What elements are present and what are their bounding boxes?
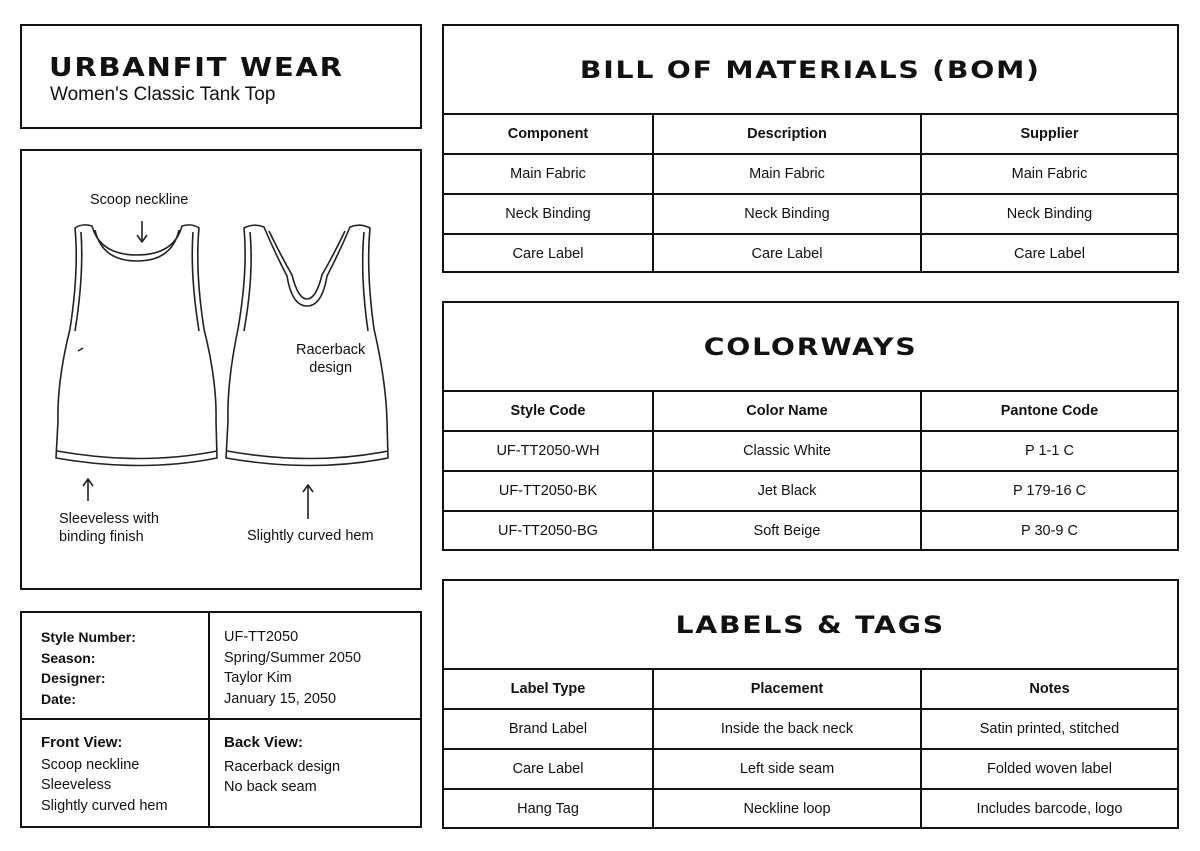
table-cell: Jet Black [653,471,921,511]
table-cell: P 1-1 C [921,431,1177,471]
info-divider-horizontal [22,718,420,720]
curved-hem-label: Slightly curved hem [247,528,374,544]
table-cell: Neck Binding [653,194,921,234]
table-cell: Neck Binding [444,194,653,234]
bom-title: BILL OF MATERIALS (BOM) [580,55,1041,84]
table-cell: Care Label [444,234,653,273]
table-header: Notes [921,670,1177,709]
table-header-row [444,115,1177,154]
table-cell: Left side seam [653,749,921,789]
table-cell: Folded woven label [921,749,1177,789]
brand-header [20,24,422,129]
table-row [444,431,1177,471]
table-header: Pantone Code [921,392,1177,431]
table-cell: Main Fabric [921,154,1177,194]
table-row [444,471,1177,511]
table-cell: Main Fabric [444,154,653,194]
table-cell: Satin printed, stitched [921,709,1177,749]
table-cell: P 179-16 C [921,471,1177,511]
table-cell: Care Label [653,234,921,273]
table-cell: UF-TT2050-BK [444,471,653,511]
table-row [444,749,1177,789]
table-cell: Main Fabric [653,154,921,194]
table-row [444,154,1177,194]
table-cell: P 30-9 C [1021,523,1078,539]
table-row [444,789,1177,828]
front-view-notes: Front View: Scoop neckline Sleeveless Slightly curved hem [41,734,168,814]
table-row [444,709,1177,749]
table-row [444,511,1177,550]
table-cell: Neck Binding [921,194,1177,234]
sleeveless-label: Sleeveless with binding finish [59,511,159,545]
technical-sketch-panel [20,149,422,590]
table-cell: Care Label [444,749,653,789]
table-header: Style Code [444,392,653,431]
table-cell: Care Label [1014,246,1085,262]
table-row [444,194,1177,234]
table-cell: UF-TT2050-WH [444,431,653,471]
table-cell: Neckline loop [653,789,921,828]
table-cell: Includes barcode, logo [976,801,1123,817]
table-header: Placement [653,670,921,709]
table-row [444,234,1177,273]
brand-name: URBANFIT WEAR [49,53,344,83]
table-cell: Hang Tag [444,789,653,828]
style-info-keys: Style Number: Season: Designer: Date: [41,629,136,707]
bom-table [444,115,1177,273]
racerback-label: Racerback design [296,342,366,376]
table-cell: Classic White [653,431,921,471]
table-header: Label Type [444,670,653,709]
table-header: Color Name [653,392,921,431]
colorways-table [444,392,1177,550]
table-cell: Soft Beige [653,511,921,550]
bom-section [442,24,1179,273]
scoop-neckline-label: Scoop neckline [90,192,189,208]
colorways-section [442,301,1179,551]
table-cell: Inside the back neck [653,709,921,749]
style-info-values: UF-TT2050 Spring/Summer 2050 Taylor Kim January 15, 2050 [224,629,362,707]
labels-tags-section [442,579,1179,829]
style-info-panel [20,611,422,828]
table-cell: UF-TT2050-BG [444,511,653,550]
table-cell: Brand Label [444,709,653,749]
colorways-title: COLORWAYS [703,332,918,361]
table-header: Supplier [921,115,1177,154]
table-header-row [444,670,1177,709]
labels-tags-title: LABELS & TAGS [675,610,946,639]
table-header: Description [653,115,921,154]
back-view-notes: Back View: Racerback design No back seam [224,734,341,795]
table-header: Component [444,115,653,154]
labels-tags-table [444,670,1177,828]
table-header-row [444,392,1177,431]
product-name: Women's Classic Tank Top [50,84,276,105]
